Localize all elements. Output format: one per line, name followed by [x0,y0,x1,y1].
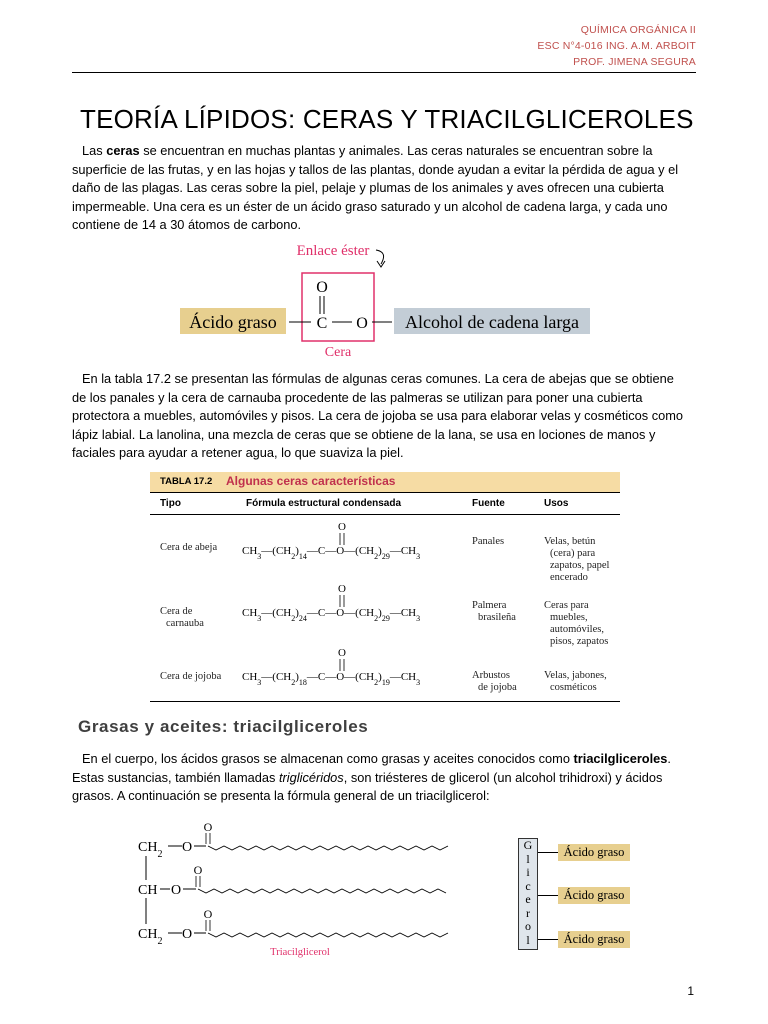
row2-n2: 29 [381,613,390,623]
p3-bold-term: triacilgliceroles [573,751,668,766]
paragraph-tabla [72,370,684,463]
row3-n1: 18 [298,677,307,687]
glycerol-bond-2 [538,895,558,896]
paragraph-triacilgliceroles [72,750,684,806]
row2-tipo [160,606,204,630]
row3-oxygen: O [338,647,346,659]
p1-text-start: Las [82,143,107,158]
col-header-tipo: Tipo [160,498,181,509]
row2-formula [242,580,462,624]
row1-tipo [160,542,217,554]
p2-text: En la tabla 17.2 se presentan las fórmulas de algunas ceras comunes. La cera de abejas que se obtiene de los panales y la cera de carnauba procedente de las palmeras se utilizan para poner una cubierta protectora a muebles, automóviles y pisos. La cera de jojoba se usa para elaborar velas y cosméticos como lápiz labial. La lanolina, una mezcla de ceras que se obtiene de la lana, se usa en lociones de manos y faciales para ayudar a retener agua, lo que suaviza la piel. [72,371,684,461]
section-heading-triacilgliceroles: Grasas y aceites: triacilgliceroles [78,717,369,736]
fatty-acid-box-3: Ácido graso [558,931,630,948]
p3-text-rest: , son triésteres de glicerol (un alcohol trihidroxi) y ácidos grasos. A continuación se presenta la fórmula general de un triacilglicerol: [72,769,663,804]
row1-oxygen: O [338,521,346,533]
glycerol-letter-7: o [525,919,531,933]
row3-fuente [472,670,517,694]
header-divider [72,72,696,73]
header-teacher: PROF. JIMENA SEGURA [573,56,696,68]
page-title: TEORÍA LÍPIDOS: CERAS Y TRIACILGLICEROLES [80,104,694,134]
row1-tipo-line: Cera de abeja [160,542,218,553]
page-number: 1 [687,984,694,998]
glycerol-letter-8: l [526,932,530,947]
ester-o-3: O [181,927,193,942]
fatty-acid-box-2: Ácido graso [558,887,630,904]
svg-text:CH3—(CH2)18—C—O—(CH2)19—CH3: $CH_3—(CH_2)_{18}—C—O—(CH_2)_{19}—CH_3$ [242,671,421,687]
fatty-chain-2 [198,889,446,893]
table-top-rule [150,492,620,493]
svg-text:CH3—(CH2)24—C—O—(CH2)29—CH3: $CH_3—(CH_2)_{24}—C—O—(CH_2)_{29}—CH_3$ [242,607,421,623]
row3-usos [544,670,607,694]
glycerol-letter-3: i [526,865,530,879]
svg-text:CH2: $CH_2$ [138,927,163,947]
row1-formula [242,518,462,562]
header-school: ESC N°4-016 ING. A.M. ARBOIT [537,40,696,52]
fatty-chain-1 [208,846,448,850]
paragraph-ceras [72,142,684,235]
row1-usos-line2: (cera) para [550,548,596,559]
row1-usos-line4: encerado [550,572,588,583]
atom-carbon: C [316,315,328,332]
row2-fuente-line2: brasileña [478,612,516,623]
row2-tipo-line1: Cera de [160,606,193,617]
glycerol-block-diagram [518,838,636,950]
ester-link-label: Enlace éster [296,243,370,259]
atom-ester-oxygen: O [356,315,368,332]
row2-usos-line4: pisos, zapatos [550,636,609,647]
row2-usos-line3: automóviles, [550,624,604,635]
carbonyl-o-1: O [203,820,213,834]
atom-carbonyl-oxygen: O [316,279,328,296]
row1-n2: 29 [381,551,390,561]
glycerol-letter-6: r [526,905,530,920]
svg-text:CH2: $CH_2$ [138,840,163,860]
row2-usos-line1: Ceras para [544,600,589,611]
triacylglycerol-structure [130,818,480,962]
row2-tipo-line2: carnauba [166,618,204,629]
row1-usos-line3: zapatos, papel [550,560,610,571]
wax-caption: Cera [324,345,352,360]
table-bottom-rule [150,701,620,702]
row3-tipo [160,671,221,683]
row2-fuente-line1: Palmera [472,600,507,611]
row3-formula [242,644,462,688]
ester-o-2: O [170,883,182,898]
glycerol-letter-4: c [525,878,531,893]
row2-n1: 24 [298,613,307,623]
row2-usos-line2: muebles, [550,612,588,623]
row3-fuente-line2: de jojoba [478,682,517,693]
table-tag: TABLA 17.2 [160,476,213,487]
row1-n1: 14 [298,551,307,561]
table-17-2 [150,472,620,702]
col-header-formula: Fórmula estructural condensada [246,498,402,509]
p1-bold-ceras: ceras [106,143,140,158]
row3-fuente-line1: Arbustos [472,670,510,681]
row1-fuente [472,536,504,548]
glycerol-letters [518,839,538,947]
ester-o-1: O [181,840,193,855]
ch2-bottom-subscript: 2 [157,935,163,947]
row3-usos-line1: Velas, jabones, [544,670,607,681]
row2-usos [544,600,608,648]
row1-usos-line1: Velas, betún [544,536,596,547]
header-course: QUÍMICA ORGÁNICA II [580,24,696,36]
triacylglycerol-label: Triacilglicerol [270,947,330,958]
ch-middle: CH [138,883,158,898]
row2-fuente [472,600,516,624]
row3-n2: 19 [381,677,390,687]
glycerol-letter-5: e [525,892,531,906]
p3-italic-term: triglicéridos [278,769,344,785]
row1-fuente-line: Panales [472,536,505,547]
glycerol-bond-1 [538,852,558,853]
ch2-top-subscript: 2 [157,848,163,860]
page-header [537,22,696,70]
glycerol-letter-1: G [523,838,533,852]
alcohol-label: Alcohol de cadena larga [404,312,580,332]
p3-text-start: En el cuerpo, los ácidos grasos se almacenan como grasas y aceites conocidos como [82,751,574,766]
ester-diagram [176,236,596,364]
table-caption: Algunas ceras características [226,474,396,488]
fatty-acid-box-1: Ácido graso [558,844,630,861]
row3-usos-line2: cosméticos [550,682,597,693]
row1-usos [544,536,609,584]
p3-text-mid: . Estas sustancias, también llamadas [72,751,671,785]
col-header-usos: Usos [544,498,569,509]
carbonyl-o-3: O [203,907,213,921]
glycerol-bond-3 [538,939,558,940]
table-header-rule [150,514,620,515]
col-header-fuente: Fuente [472,498,505,509]
fatty-chain-3 [208,933,448,937]
carbonyl-o-2: O [193,863,203,877]
row3-tipo-line: Cera de jojoba [160,671,222,682]
glycerol-letter-2: l [526,851,530,866]
p1-text-rest: se encuentran en muchas plantas y animales. Las ceras naturales se encuentran sobre la superficie de las frutas, y en las hojas y tallos de las plantas, donde ayudan a evitar la pérdida de agua y el daño de las plagas. Las ceras sobre la piel, pelaje y plumas de los animales y aves ofrecen una cubierta impermeable. Una cera es un éster de un ácido graso saturado y un alcohol de cadena larga, y cada uno contiene de 14 a 30 átomos de carbono. [72,143,679,233]
acid-label: Ácido graso [189,312,277,332]
svg-text:CH3—(CH2)14—C—O—(CH2)29—CH3: $CH_3—(CH_2)_{14}—C—O—(CH_2)_{29}—CH_3$ [242,545,421,561]
row2-oxygen: O [338,583,346,595]
